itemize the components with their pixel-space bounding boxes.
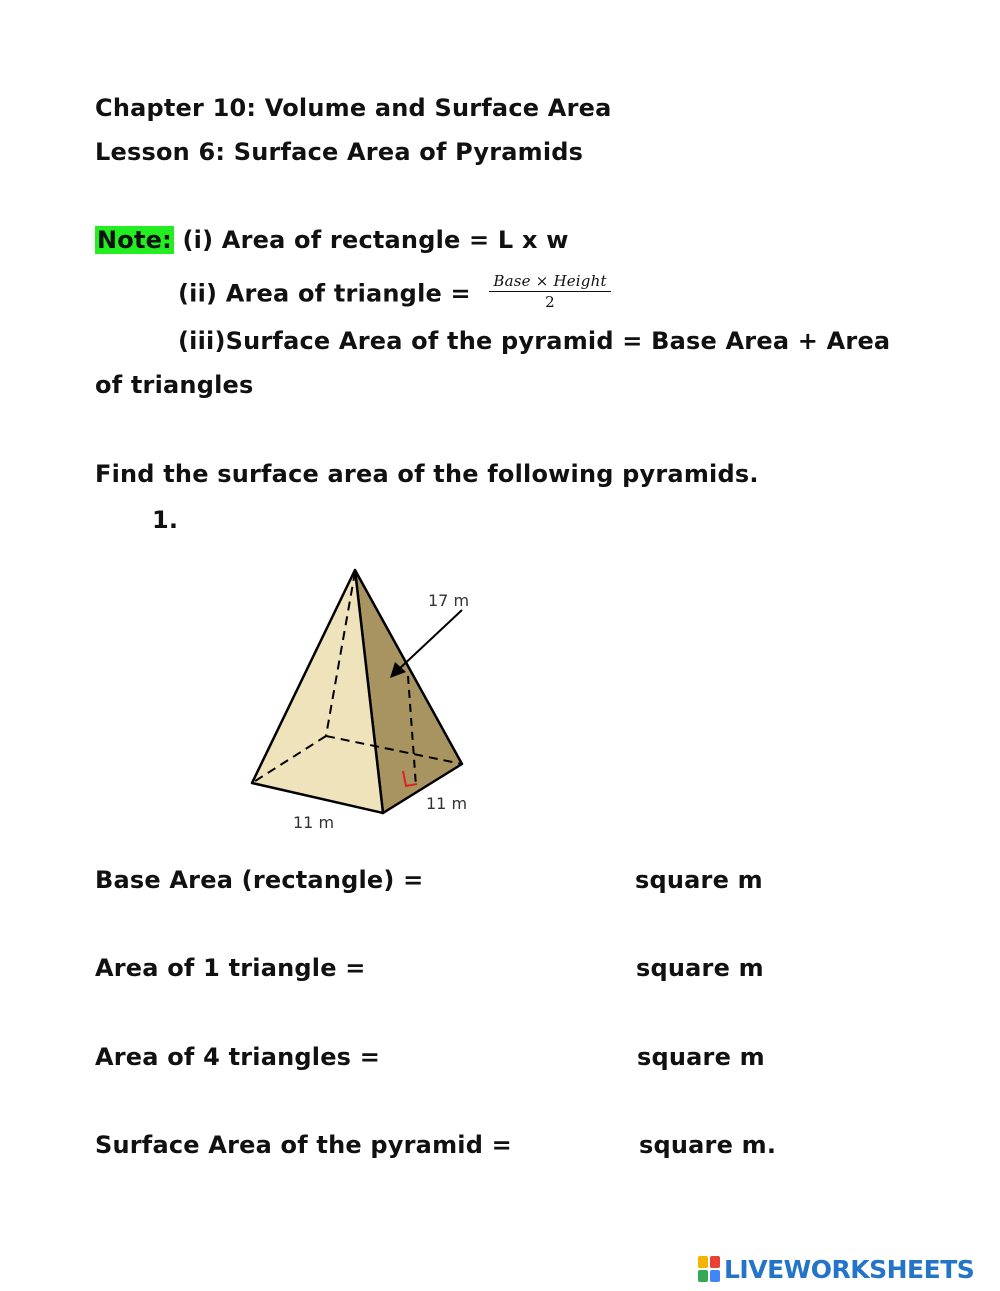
four-triangles-area-input[interactable] [400,1041,626,1075]
logo-mark-icon [698,1256,720,1282]
fraction-denominator: 2 [545,293,555,311]
slant-height-label: 17 m [428,591,470,610]
surface-area-input[interactable] [530,1129,634,1163]
instruction-text: Find the surface area of the following pyramids. [95,460,759,488]
liveworksheets-logo [698,1254,974,1284]
note-rule-3-line-2: of triangles [95,371,254,399]
rule-rectangle-area: (i) Area of rectangle = L x w [182,226,569,254]
answer-unit-four-triangles: square m [637,1043,765,1071]
question-number: 1. [152,506,179,534]
note-rule-3-line-1: (iii)Surface Area of the pyramid = Base Area + Area [178,327,891,355]
rule-triangle-area: (ii) Area of triangle = [178,279,471,308]
answer-label-one-triangle: Area of 1 triangle = [95,954,366,982]
note-label: Note: [97,226,172,254]
side-length-label: 11 m [426,794,468,813]
chapter-title: Chapter 10: Volume and Surface Area [95,94,612,122]
fraction-numerator: Base × Height [489,272,610,292]
logo-text: LIVEWORKSHEETS [724,1254,975,1284]
triangle-area-fraction [489,272,610,311]
lesson-title: Lesson 6: Surface Area of Pyramids [95,138,584,166]
answer-label-four-triangles: Area of 4 triangles = [95,1043,381,1071]
answer-unit-base-area: square m [635,866,763,894]
one-triangle-area-input[interactable] [385,952,624,986]
note-rule-2 [178,272,611,314]
slant-arrow-line [398,610,462,670]
answer-unit-surface-area: square m. [639,1131,777,1159]
answer-label-base-area: Base Area (rectangle) = [95,866,424,894]
answer-unit-one-triangle: square m [636,954,764,982]
answer-label-surface-area: Surface Area of the pyramid = [95,1131,512,1159]
base-length-label: 11 m [293,813,335,832]
base-area-input[interactable] [430,864,624,898]
pyramid-figure [240,558,490,838]
note-rule-1 [95,226,569,254]
